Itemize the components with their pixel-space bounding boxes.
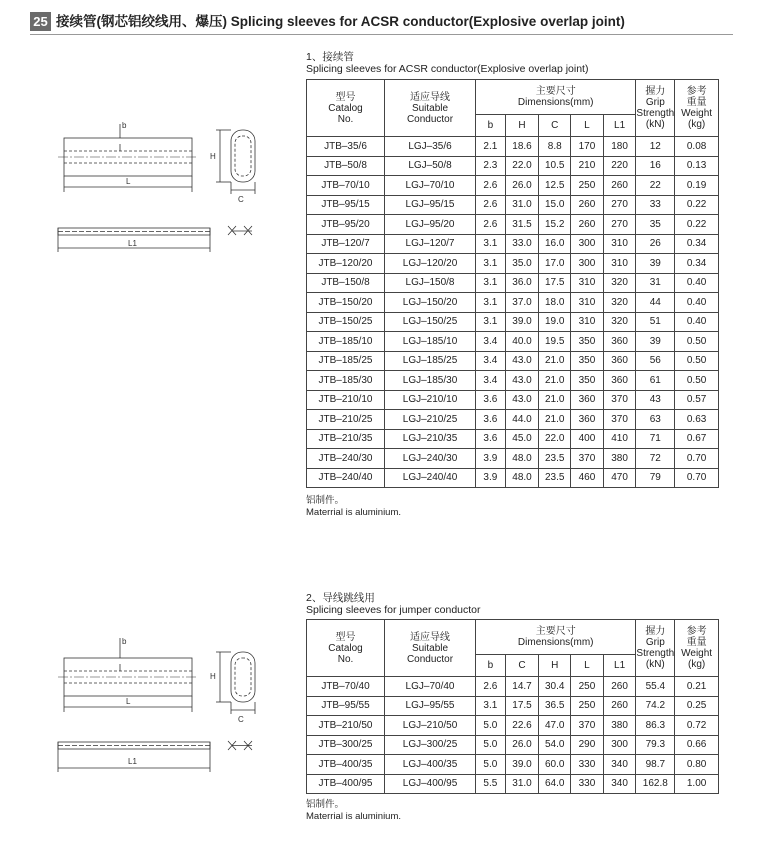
- dim2-cell: 39.0: [505, 312, 539, 332]
- dim3-cell: 54.0: [539, 735, 571, 755]
- catalog-cell: JTB–400/35: [307, 755, 385, 775]
- weight-cell: 0.40: [675, 273, 719, 293]
- dimension-l-label: L: [126, 697, 131, 706]
- dim-subheader: H: [505, 115, 539, 137]
- dim2-cell: 31.5: [505, 215, 539, 235]
- weight-cell: 0.19: [675, 176, 719, 196]
- weight-cell: 0.66: [675, 735, 719, 755]
- l1-cell: 320: [603, 273, 636, 293]
- b-cell: 3.9: [476, 449, 506, 469]
- b-cell: 3.1: [476, 293, 506, 313]
- dim2-cell: 18.6: [505, 137, 539, 157]
- dim2-cell: 44.0: [505, 410, 539, 430]
- b-cell: 2.3: [476, 156, 506, 176]
- l1-cell: 310: [603, 254, 636, 274]
- weight-cell: 0.50: [675, 332, 719, 352]
- grip-cell: 98.7: [636, 755, 675, 775]
- l-cell: 250: [571, 176, 604, 196]
- conductor-cell: LGJ–210/25: [385, 410, 476, 430]
- dim3-cell: 21.0: [539, 410, 571, 430]
- table-row: [307, 156, 719, 176]
- dim3-cell: 23.5: [539, 468, 571, 488]
- weight-cell: 0.50: [675, 371, 719, 391]
- l1-cell: 410: [603, 429, 636, 449]
- conductor-cell: LGJ–50/8: [385, 156, 476, 176]
- page-header: [30, 12, 733, 34]
- conductor-cell: LGJ–400/35: [385, 755, 476, 775]
- sleeve-drawing-1: [50, 110, 270, 270]
- page-title: 接续管(钢芯铝绞线用、爆压) Splicing sleeves for ACSR conductor(Explosive overlap joint): [56, 14, 625, 29]
- b-cell: 5.0: [476, 755, 506, 775]
- dim-subheader: L1: [603, 115, 636, 137]
- dim3-cell: 21.0: [539, 390, 571, 410]
- table-row: [307, 293, 719, 313]
- grip-cell: 71: [636, 429, 675, 449]
- l-cell: 360: [571, 390, 604, 410]
- weight-cell: 1.00: [675, 774, 719, 794]
- dim3-cell: 17.0: [539, 254, 571, 274]
- dim2-cell: 14.7: [505, 677, 539, 697]
- grip-cell: 86.3: [636, 716, 675, 736]
- l1-cell: 320: [603, 312, 636, 332]
- weight-cell: 0.21: [675, 677, 719, 697]
- grip-header: 握力 Grip Strength (kN): [636, 620, 675, 677]
- weight-cell: 0.57: [675, 390, 719, 410]
- l1-cell: 380: [603, 716, 636, 736]
- conductor-cell: LGJ–400/95: [385, 774, 476, 794]
- l1-cell: 340: [603, 774, 636, 794]
- l-cell: 460: [571, 468, 604, 488]
- b-cell: 3.1: [476, 312, 506, 332]
- b-cell: 2.6: [476, 195, 506, 215]
- dim2-cell: 37.0: [505, 293, 539, 313]
- note-cn: 铝制件。: [306, 799, 345, 810]
- table-row: [307, 351, 719, 371]
- grip-cell: 43: [636, 390, 675, 410]
- l1-cell: 260: [603, 677, 636, 697]
- weight-header: 参考 重量 Weight (kg): [675, 620, 719, 677]
- conductor-cell: LGJ–95/20: [385, 215, 476, 235]
- b-cell: 3.6: [476, 410, 506, 430]
- dimension-l-label: L: [126, 177, 131, 186]
- l-cell: 360: [571, 410, 604, 430]
- dim2-cell: 31.0: [505, 195, 539, 215]
- catalog-cell: JTB–50/8: [307, 156, 385, 176]
- grip-cell: 16: [636, 156, 675, 176]
- table-row: [307, 273, 719, 293]
- dim3-cell: 8.8: [539, 137, 571, 157]
- catalog-cell: JTB–210/10: [307, 390, 385, 410]
- l-cell: 350: [571, 371, 604, 391]
- dim-subheader: H: [539, 655, 571, 677]
- b-cell: 3.9: [476, 468, 506, 488]
- dim3-cell: 15.0: [539, 195, 571, 215]
- dim3-cell: 21.0: [539, 371, 571, 391]
- dimension-h-label: H: [210, 152, 216, 161]
- dimension-c-label: C: [238, 715, 244, 724]
- grip-cell: 61: [636, 371, 675, 391]
- dim2-cell: 22.6: [505, 716, 539, 736]
- dim3-cell: 19.5: [539, 332, 571, 352]
- conductor-cell: LGJ–70/40: [385, 677, 476, 697]
- grip-cell: 39: [636, 332, 675, 352]
- grip-cell: 33: [636, 195, 675, 215]
- weight-cell: 0.40: [675, 312, 719, 332]
- catalog-cell: JTB–95/55: [307, 696, 385, 716]
- conductor-cell: LGJ–185/30: [385, 371, 476, 391]
- section1-title-cn: 1、接续管: [306, 51, 354, 63]
- table-row: [307, 312, 719, 332]
- dim3-cell: 12.5: [539, 176, 571, 196]
- table-row: [307, 774, 719, 794]
- catalog-cell: JTB–400/95: [307, 774, 385, 794]
- l1-cell: 360: [603, 371, 636, 391]
- catalog-cell: JTB–240/30: [307, 449, 385, 469]
- dimension-b-label: b: [122, 637, 127, 646]
- dim2-cell: 22.0: [505, 156, 539, 176]
- catalog-cell: JTB–70/10: [307, 176, 385, 196]
- catalog-cell: JTB–210/35: [307, 429, 385, 449]
- l-cell: 170: [571, 137, 604, 157]
- grip-cell: 72: [636, 449, 675, 469]
- catalog-cell: JTB–185/10: [307, 332, 385, 352]
- grip-cell: 22: [636, 176, 675, 196]
- dim2-cell: 26.0: [505, 176, 539, 196]
- catalog-cell: JTB–150/25: [307, 312, 385, 332]
- dim3-cell: 60.0: [539, 755, 571, 775]
- l1-cell: 180: [603, 137, 636, 157]
- grip-cell: 56: [636, 351, 675, 371]
- conductor-cell: LGJ–35/6: [385, 137, 476, 157]
- dim-subheader: C: [539, 115, 571, 137]
- dim-subheader: L: [571, 115, 604, 137]
- section2-title-en: Splicing sleeves for jumper conductor: [306, 604, 481, 616]
- b-cell: 3.6: [476, 390, 506, 410]
- l-cell: 260: [571, 215, 604, 235]
- section2-title-cn: 2、导线跳线用: [306, 592, 375, 604]
- catalog-header: 型号 Catalog No.: [307, 80, 385, 137]
- section2-note: [306, 799, 401, 823]
- table-row: [307, 390, 719, 410]
- l-cell: 250: [571, 677, 604, 697]
- spec-table-2: [306, 619, 719, 794]
- l1-cell: 380: [603, 449, 636, 469]
- b-cell: 5.0: [476, 716, 506, 736]
- conductor-cell: LGJ–210/50: [385, 716, 476, 736]
- dim3-cell: 47.0: [539, 716, 571, 736]
- catalog-cell: JTB–210/50: [307, 716, 385, 736]
- l1-cell: 310: [603, 234, 636, 254]
- conductor-cell: LGJ–150/25: [385, 312, 476, 332]
- dim3-cell: 21.0: [539, 351, 571, 371]
- catalog-header: 型号 Catalog No.: [307, 620, 385, 677]
- l-cell: 400: [571, 429, 604, 449]
- section1-title-en: Splicing sleeves for ACSR conductor(Explosive overlap joint): [306, 63, 589, 75]
- l-cell: 290: [571, 735, 604, 755]
- grip-cell: 31: [636, 273, 675, 293]
- dimension-l1-label: L1: [128, 757, 137, 766]
- weight-cell: 0.70: [675, 468, 719, 488]
- dimension-h-label: H: [210, 672, 216, 681]
- weight-cell: 0.70: [675, 449, 719, 469]
- dim2-cell: 39.0: [505, 755, 539, 775]
- conductor-cell: LGJ–150/8: [385, 273, 476, 293]
- dim3-cell: 22.0: [539, 429, 571, 449]
- b-cell: 2.1: [476, 137, 506, 157]
- l1-cell: 260: [603, 696, 636, 716]
- grip-cell: 74.2: [636, 696, 675, 716]
- conductor-cell: LGJ–240/40: [385, 468, 476, 488]
- grip-cell: 51: [636, 312, 675, 332]
- dim-subheader: b: [476, 655, 506, 677]
- dim3-cell: 16.0: [539, 234, 571, 254]
- grip-cell: 35: [636, 215, 675, 235]
- dim3-cell: 17.5: [539, 273, 571, 293]
- catalog-cell: JTB–120/20: [307, 254, 385, 274]
- l-cell: 300: [571, 234, 604, 254]
- weight-cell: 0.22: [675, 195, 719, 215]
- catalog-cell: JTB–150/20: [307, 293, 385, 313]
- table-row: [307, 716, 719, 736]
- dim3-cell: 30.4: [539, 677, 571, 697]
- l-cell: 210: [571, 156, 604, 176]
- l-cell: 330: [571, 774, 604, 794]
- spec-table-1: [306, 79, 719, 488]
- l1-cell: 470: [603, 468, 636, 488]
- dim2-cell: 48.0: [505, 468, 539, 488]
- sleeve-drawing-2: [50, 630, 270, 780]
- grip-cell: 39: [636, 254, 675, 274]
- dim2-cell: 45.0: [505, 429, 539, 449]
- catalog-cell: JTB–120/7: [307, 234, 385, 254]
- weight-cell: 0.67: [675, 429, 719, 449]
- table-row: [307, 449, 719, 469]
- header-divider: [30, 34, 733, 35]
- catalog-cell: JTB–185/25: [307, 351, 385, 371]
- note-en: Materrial is aluminium.: [306, 811, 402, 822]
- dim3-cell: 18.0: [539, 293, 571, 313]
- dim2-cell: 26.0: [505, 735, 539, 755]
- table-row: [307, 735, 719, 755]
- b-cell: 3.6: [476, 429, 506, 449]
- l1-cell: 360: [603, 351, 636, 371]
- section1-note: [306, 495, 401, 519]
- conductor-cell: LGJ–120/20: [385, 254, 476, 274]
- dimensions-header: 主要尺寸 Dimensions(mm): [476, 80, 636, 115]
- dim-subheader: L1: [603, 655, 636, 677]
- table-row: [307, 371, 719, 391]
- b-cell: 3.4: [476, 371, 506, 391]
- dim3-cell: 10.5: [539, 156, 571, 176]
- l1-cell: 320: [603, 293, 636, 313]
- dim3-cell: 64.0: [539, 774, 571, 794]
- conductor-cell: LGJ–210/35: [385, 429, 476, 449]
- l-cell: 350: [571, 351, 604, 371]
- catalog-cell: JTB–240/40: [307, 468, 385, 488]
- b-cell: 3.4: [476, 332, 506, 352]
- catalog-cell: JTB–70/40: [307, 677, 385, 697]
- catalog-cell: JTB–300/25: [307, 735, 385, 755]
- dim2-cell: 43.0: [505, 371, 539, 391]
- b-cell: 3.4: [476, 351, 506, 371]
- l1-cell: 300: [603, 735, 636, 755]
- conductor-cell: LGJ–95/15: [385, 195, 476, 215]
- table-row: [307, 137, 719, 157]
- grip-cell: 55.4: [636, 677, 675, 697]
- b-cell: 2.6: [476, 215, 506, 235]
- table-row: [307, 254, 719, 274]
- b-cell: 2.6: [476, 677, 506, 697]
- dimension-c-label: C: [238, 195, 244, 204]
- conductor-cell: LGJ–185/25: [385, 351, 476, 371]
- dim2-cell: 33.0: [505, 234, 539, 254]
- weight-cell: 0.34: [675, 234, 719, 254]
- catalog-cell: JTB–185/30: [307, 371, 385, 391]
- weight-cell: 0.80: [675, 755, 719, 775]
- table-row: [307, 696, 719, 716]
- catalog-cell: JTB–35/6: [307, 137, 385, 157]
- b-cell: 3.1: [476, 254, 506, 274]
- grip-cell: 26: [636, 234, 675, 254]
- table-row: [307, 195, 719, 215]
- conductor-header: 适应导线 Suitable Conductor: [385, 620, 476, 677]
- weight-cell: 0.22: [675, 215, 719, 235]
- weight-cell: 0.34: [675, 254, 719, 274]
- dim2-cell: 36.0: [505, 273, 539, 293]
- l-cell: 300: [571, 254, 604, 274]
- table-row: [307, 410, 719, 430]
- dim-subheader: b: [476, 115, 506, 137]
- dim2-cell: 35.0: [505, 254, 539, 274]
- note-en: Materrial is aluminium.: [306, 507, 402, 518]
- dim2-cell: 40.0: [505, 332, 539, 352]
- conductor-cell: LGJ–95/55: [385, 696, 476, 716]
- conductor-cell: LGJ–150/20: [385, 293, 476, 313]
- weight-cell: 0.72: [675, 716, 719, 736]
- table-row: [307, 755, 719, 775]
- dim3-cell: 19.0: [539, 312, 571, 332]
- catalog-cell: JTB–95/15: [307, 195, 385, 215]
- l-cell: 370: [571, 449, 604, 469]
- table-row: [307, 468, 719, 488]
- conductor-header: 适应导线 Suitable Conductor: [385, 80, 476, 137]
- table-row: [307, 215, 719, 235]
- b-cell: 3.1: [476, 696, 506, 716]
- dim2-cell: 31.0: [505, 774, 539, 794]
- l1-cell: 340: [603, 755, 636, 775]
- l-cell: 330: [571, 755, 604, 775]
- l-cell: 370: [571, 716, 604, 736]
- l1-cell: 370: [603, 410, 636, 430]
- weight-cell: 0.63: [675, 410, 719, 430]
- grip-cell: 79: [636, 468, 675, 488]
- l-cell: 310: [571, 293, 604, 313]
- b-cell: 5.0: [476, 735, 506, 755]
- weight-cell: 0.40: [675, 293, 719, 313]
- dimension-l1-label: L1: [128, 239, 137, 248]
- weight-cell: 0.50: [675, 351, 719, 371]
- table-row: [307, 677, 719, 697]
- weight-cell: 0.08: [675, 137, 719, 157]
- conductor-cell: LGJ–70/10: [385, 176, 476, 196]
- dim3-cell: 15.2: [539, 215, 571, 235]
- l1-cell: 260: [603, 176, 636, 196]
- conductor-cell: LGJ–300/25: [385, 735, 476, 755]
- l-cell: 260: [571, 195, 604, 215]
- grip-cell: 12: [636, 137, 675, 157]
- l-cell: 250: [571, 696, 604, 716]
- catalog-cell: JTB–210/25: [307, 410, 385, 430]
- l-cell: 350: [571, 332, 604, 352]
- conductor-cell: LGJ–185/10: [385, 332, 476, 352]
- catalog-cell: JTB–95/20: [307, 215, 385, 235]
- l-cell: 310: [571, 312, 604, 332]
- l1-cell: 360: [603, 332, 636, 352]
- grip-cell: 162.8: [636, 774, 675, 794]
- conductor-cell: LGJ–240/30: [385, 449, 476, 469]
- dim-subheader: C: [505, 655, 539, 677]
- section-number-badge: 25: [30, 12, 51, 31]
- grip-header: 握力 Grip Strength (kN): [636, 80, 675, 137]
- dim2-cell: 43.0: [505, 351, 539, 371]
- conductor-cell: LGJ–210/10: [385, 390, 476, 410]
- table-row: [307, 332, 719, 352]
- b-cell: 3.1: [476, 234, 506, 254]
- grip-cell: 79.3: [636, 735, 675, 755]
- dim2-cell: 17.5: [505, 696, 539, 716]
- dim2-cell: 43.0: [505, 390, 539, 410]
- table-row: [307, 234, 719, 254]
- b-cell: 5.5: [476, 774, 506, 794]
- b-cell: 2.6: [476, 176, 506, 196]
- weight-header: 参考 重量 Weight (kg): [675, 80, 719, 137]
- dim2-cell: 48.0: [505, 449, 539, 469]
- section2-title: [306, 592, 481, 616]
- dim3-cell: 23.5: [539, 449, 571, 469]
- l1-cell: 270: [603, 215, 636, 235]
- table-row: [307, 176, 719, 196]
- b-cell: 3.1: [476, 273, 506, 293]
- l1-cell: 370: [603, 390, 636, 410]
- l1-cell: 270: [603, 195, 636, 215]
- note-cn: 铝制件。: [306, 495, 345, 506]
- dim3-cell: 36.5: [539, 696, 571, 716]
- conductor-cell: LGJ–120/7: [385, 234, 476, 254]
- dim-subheader: L: [571, 655, 604, 677]
- l-cell: 310: [571, 273, 604, 293]
- grip-cell: 44: [636, 293, 675, 313]
- dimensions-header: 主要尺寸 Dimensions(mm): [476, 620, 636, 655]
- l1-cell: 220: [603, 156, 636, 176]
- weight-cell: 0.13: [675, 156, 719, 176]
- weight-cell: 0.25: [675, 696, 719, 716]
- section1-title: [306, 51, 588, 75]
- grip-cell: 63: [636, 410, 675, 430]
- catalog-cell: JTB–150/8: [307, 273, 385, 293]
- dimension-b-label: b: [122, 121, 127, 130]
- table-row: [307, 429, 719, 449]
